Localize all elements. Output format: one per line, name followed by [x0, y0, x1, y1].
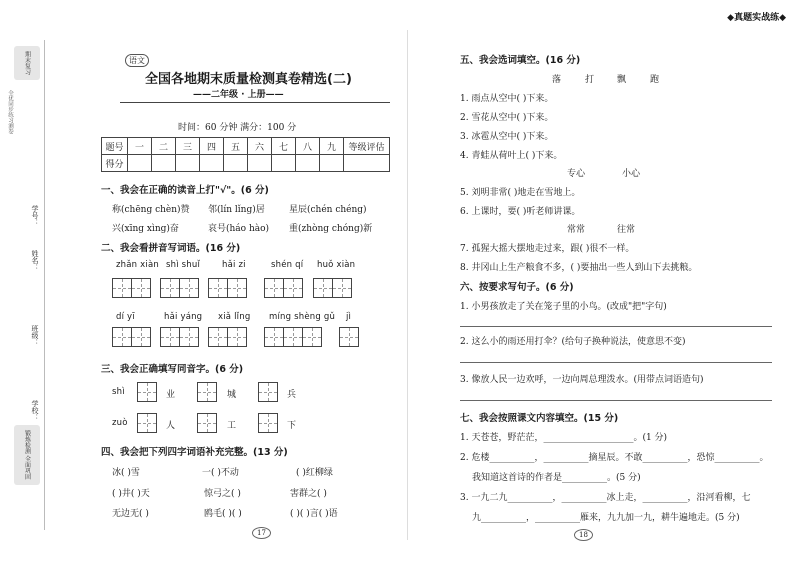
pinyin: dí yī	[116, 312, 135, 322]
q7-line[interactable]: 3. 一九二九__________，__________冰上走，__________，沿河看柳，七	[460, 493, 751, 503]
q5-item[interactable]: 8. 井冈山上生产粮食不多，( )要抽出一些人到山下去挑粮。	[460, 263, 698, 273]
score-cell[interactable]	[224, 155, 248, 172]
table-cell: 六	[248, 138, 272, 155]
table-cell: 等级评估	[344, 138, 390, 155]
table-cell: 三	[176, 138, 200, 155]
answer-line[interactable]	[460, 326, 772, 327]
pinyin: shì	[112, 387, 125, 397]
pinyin: míng shèng gǔ	[269, 312, 336, 322]
time-score: 时间：60 分钟 满分：100 分	[178, 123, 297, 133]
pinyin: huǒ xiàn	[317, 260, 356, 270]
q5-title: 五、我会选词填空。(16 分)	[460, 55, 581, 66]
q4-item[interactable]: 害群之( )	[290, 489, 327, 499]
score-cell[interactable]	[320, 155, 344, 172]
page-number-right: 18	[574, 529, 593, 541]
q7-line[interactable]: 九__________，__________雁来，九九加一九，耕牛遍地走。(5 分)	[472, 513, 740, 523]
pinyin: hǎi yáng	[164, 312, 203, 322]
answer-box[interactable]	[258, 382, 278, 402]
q1-item[interactable]: 星辰(chén chéng)	[289, 205, 367, 215]
subject-badge: 语文	[125, 54, 149, 67]
table-cell: 五	[224, 138, 248, 155]
table-cell: 一	[128, 138, 152, 155]
header-rule	[120, 102, 390, 103]
word-option: 常常	[567, 225, 586, 235]
q3-char: 人	[166, 421, 176, 431]
table-cell: 题号	[102, 138, 128, 155]
score-cell[interactable]	[176, 155, 200, 172]
page-subtitle: ——二年级 · 上册——	[193, 90, 284, 100]
q5-item[interactable]: 3. 冰雹从空中( )下来。	[460, 132, 554, 142]
q7-line[interactable]: 1. 天苍苍，野茫茫，____________________。(1 分)	[460, 433, 668, 443]
word-option: 飘	[617, 75, 627, 85]
q3-title: 三、我会正确填写同音字。(6 分)	[101, 364, 244, 375]
q3-char: 下	[287, 421, 297, 431]
answer-box[interactable]	[197, 382, 217, 402]
q3-char: 业	[166, 390, 176, 400]
q7-line[interactable]: 2. 危楼__________，__________摘星辰。不敢__________，恐惊__________。	[460, 453, 769, 463]
table-cell: 二	[152, 138, 176, 155]
table-cell: 四	[200, 138, 224, 155]
answer-line[interactable]	[460, 400, 772, 401]
q5-item[interactable]: 1. 雨点从空中( )下来。	[460, 94, 554, 104]
word-option: 落	[552, 75, 562, 85]
student-id-label: 学号：	[31, 205, 39, 226]
q5-item[interactable]: 2. 雪花从空中( )下来。	[460, 113, 554, 123]
score-cell[interactable]	[152, 155, 176, 172]
answer-box[interactable]	[137, 413, 157, 433]
center-divider	[407, 30, 408, 540]
q3-char: 兵	[287, 390, 297, 400]
pinyin: jì	[346, 312, 352, 322]
q6-title: 六、按要求写句子。(6 分)	[460, 282, 574, 293]
pinyin: xiǎ lǐng	[218, 312, 251, 322]
q4-item[interactable]: 惊弓之( )	[204, 489, 241, 499]
answer-box[interactable]	[197, 413, 217, 433]
q5-item[interactable]: 7. 孤猩大摇大摆地走过来，跟( )很不一样。	[460, 244, 635, 254]
q4-item[interactable]: 鸥毛( )( )	[204, 509, 242, 519]
page-title: 全国各地期末质量检测真卷精选(二)	[145, 72, 352, 87]
q6-item: 3. 像放人民一边欢呼，一边向周总理泼水。(用带点词语造句)	[460, 375, 704, 385]
score-cell[interactable]	[296, 155, 320, 172]
class-label: 班级：	[31, 325, 39, 346]
q5-item[interactable]: 5. 刘明非常( )地走在雪地上。	[460, 188, 581, 198]
answer-box[interactable]	[258, 413, 278, 433]
q1-title: 一、我会在正确的读音上打"√"。(6 分)	[101, 185, 269, 196]
pinyin: zuò	[112, 418, 128, 428]
score-cell[interactable]	[248, 155, 272, 172]
q4-title: 四、我会把下列四字词语补充完整。(13 分)	[101, 447, 288, 458]
word-option: 打	[585, 75, 595, 85]
table-cell: 得分	[102, 155, 128, 172]
q3-char: 城	[227, 390, 237, 400]
section-tag: ◆真题实战练◆	[727, 13, 786, 23]
answer-box[interactable]	[137, 382, 157, 402]
word-option: 跑	[650, 75, 660, 85]
score-cell[interactable]	[344, 155, 390, 172]
table-cell: 九	[320, 138, 344, 155]
score-cell[interactable]	[128, 155, 152, 172]
binding-sidebar	[0, 40, 45, 530]
q1-item[interactable]: 重(zhòng chóng)新	[289, 224, 373, 234]
score-table-score-row	[102, 155, 390, 172]
word-option: 往常	[617, 225, 636, 235]
pinyin: shì shuǐ	[166, 260, 201, 270]
name-label: 姓名：	[31, 250, 39, 271]
q7-title: 七、我会按照课文内容填空。(15 分)	[460, 413, 619, 424]
q1-item[interactable]: 邻(lín lǐng)居	[208, 205, 265, 215]
score-table-header-row	[102, 138, 390, 155]
q4-item[interactable]: 冰( )雪	[112, 468, 140, 478]
answer-line[interactable]	[460, 362, 772, 363]
q5-item[interactable]: 4. 青蛙从荷叶上( )下来。	[460, 151, 563, 161]
score-table	[101, 137, 390, 172]
q4-item[interactable]: 一( )不动	[202, 468, 239, 478]
q4-item[interactable]: 无边无( )	[112, 509, 149, 519]
bottom-badge: 锻炼检测 全面巩固	[14, 425, 40, 485]
q4-item[interactable]: ( )( )言( )语	[290, 509, 338, 519]
q5-item[interactable]: 6. 上课时，要( )听老师讲课。	[460, 207, 581, 217]
q3-char: 工	[227, 421, 237, 431]
q6-item: 1. 小男孩放走了关在笼子里的小鸟。(改成"把"字句)	[460, 302, 667, 312]
score-cell[interactable]	[200, 155, 224, 172]
pinyin: zhǎn xiàn	[116, 260, 159, 270]
table-cell: 八	[296, 138, 320, 155]
sidebar-caption: 全优同步练习测卷	[7, 90, 13, 134]
school-label: 学校：	[31, 400, 39, 421]
pinyin: hǎi zi	[222, 260, 246, 270]
q1-item[interactable]: 兴(xīng xìng)奋	[112, 224, 179, 234]
page-number-left: 17	[252, 527, 271, 539]
q2-title: 二、我会看拼音写词语。(16 分)	[101, 243, 241, 254]
word-option: 专心	[567, 169, 586, 179]
q1-item[interactable]: 哀号(háo hào)	[208, 224, 270, 234]
q6-item: 2. 这么小的雨还用打伞？(给句子换种说法，使意思不变)	[460, 337, 686, 347]
q4-item[interactable]: ( )井( )天	[112, 489, 150, 499]
q7-line[interactable]: 我知道这首诗的作者是__________。(5 分)	[472, 473, 641, 483]
pinyin: shén qí	[271, 260, 304, 270]
q1-item[interactable]: 称(chēng chèn)赞	[112, 205, 190, 215]
word-option: 小心	[622, 169, 641, 179]
table-cell: 七	[272, 138, 296, 155]
score-cell[interactable]	[272, 155, 296, 172]
top-badge: 期末复习	[14, 46, 40, 80]
q4-item[interactable]: ( )红柳绿	[296, 468, 333, 478]
